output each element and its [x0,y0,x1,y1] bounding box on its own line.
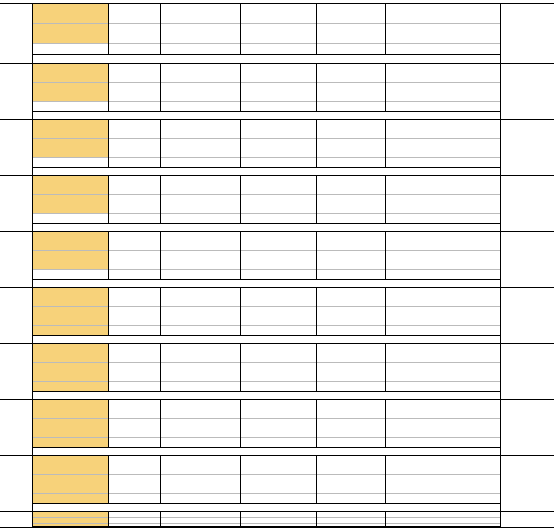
row-line [32,213,500,214]
column-line [316,455,317,503]
date-highlight [33,438,108,447]
column-line [240,455,241,503]
date-highlight [33,326,108,335]
row-line [32,391,500,392]
column-line [32,343,33,399]
column-line [32,231,33,287]
column-line [240,3,241,54]
column-line [240,119,241,167]
column-line [316,3,317,54]
column-line [108,119,109,167]
column-line [385,287,386,335]
row-line [32,325,500,326]
row-line [32,194,500,195]
column-line [385,511,386,526]
row-line [32,279,500,280]
row-line [32,493,500,494]
row-line [32,381,500,382]
row-line [32,82,500,83]
column-line [160,399,161,447]
column-line [385,63,386,111]
column-line [160,455,161,503]
column-line [160,511,161,526]
column-line [500,455,501,511]
column-line [160,231,161,279]
row-line [32,111,500,112]
column-line [316,399,317,447]
date-highlight [33,382,108,391]
row-line [32,157,500,158]
column-line [500,175,501,231]
record-border [0,455,554,456]
column-line [316,511,317,526]
column-line [500,119,501,175]
column-line [500,343,501,399]
column-line [385,3,386,54]
row-line [32,306,500,307]
row-line [32,101,500,102]
column-line [160,287,161,335]
column-line [160,3,161,54]
column-line [385,119,386,167]
column-line [108,175,109,223]
row-line [32,437,500,438]
record-border [0,119,554,120]
row-line [32,23,500,24]
column-line [32,287,33,343]
row-line [32,138,500,139]
column-line [240,511,241,526]
column-line [500,231,501,287]
column-line [500,3,501,63]
column-line [108,231,109,279]
column-line [160,63,161,111]
record-border [0,175,554,176]
column-line [160,119,161,167]
date-highlight [33,494,108,503]
row-line [32,167,500,168]
row-line [32,362,500,363]
column-line [108,63,109,111]
column-line [385,343,386,391]
row-line [32,250,500,251]
column-line [240,63,241,111]
column-line [160,175,161,223]
row-line [32,54,500,55]
column-line [32,3,33,63]
column-line [108,343,109,391]
column-line [108,287,109,335]
record-border [0,287,554,288]
record-border [0,3,554,4]
row-line [32,335,500,336]
record-border [0,511,554,512]
column-line [385,455,386,503]
row-line [32,474,500,475]
column-line [240,399,241,447]
column-line [240,231,241,279]
record-border [0,399,554,400]
row-line [32,43,500,44]
column-line [500,63,501,119]
column-line [316,119,317,167]
column-line [108,511,109,526]
column-line [32,119,33,175]
row-line [32,523,500,524]
column-line [500,399,501,455]
row-line [32,418,500,419]
column-line [385,175,386,223]
row-line [32,447,500,448]
column-line [32,63,33,119]
column-line [108,3,109,54]
column-line [240,175,241,223]
column-line [32,175,33,231]
row-line [32,503,500,504]
column-line [500,287,501,343]
record-border [0,63,554,64]
column-line [32,399,33,455]
row-line [32,269,500,270]
column-line [385,399,386,447]
column-line [316,231,317,279]
column-line [108,455,109,503]
column-line [108,399,109,447]
column-line [316,287,317,335]
column-line [316,343,317,391]
column-line [385,231,386,279]
column-line [160,343,161,391]
column-line [240,343,241,391]
column-line [240,287,241,335]
column-line [32,455,33,511]
column-line [316,63,317,111]
record-border [0,343,554,344]
column-line [500,511,501,528]
column-line [32,511,33,528]
record-border [0,231,554,232]
column-line [316,175,317,223]
row-line [32,517,500,518]
row-line [32,223,500,224]
